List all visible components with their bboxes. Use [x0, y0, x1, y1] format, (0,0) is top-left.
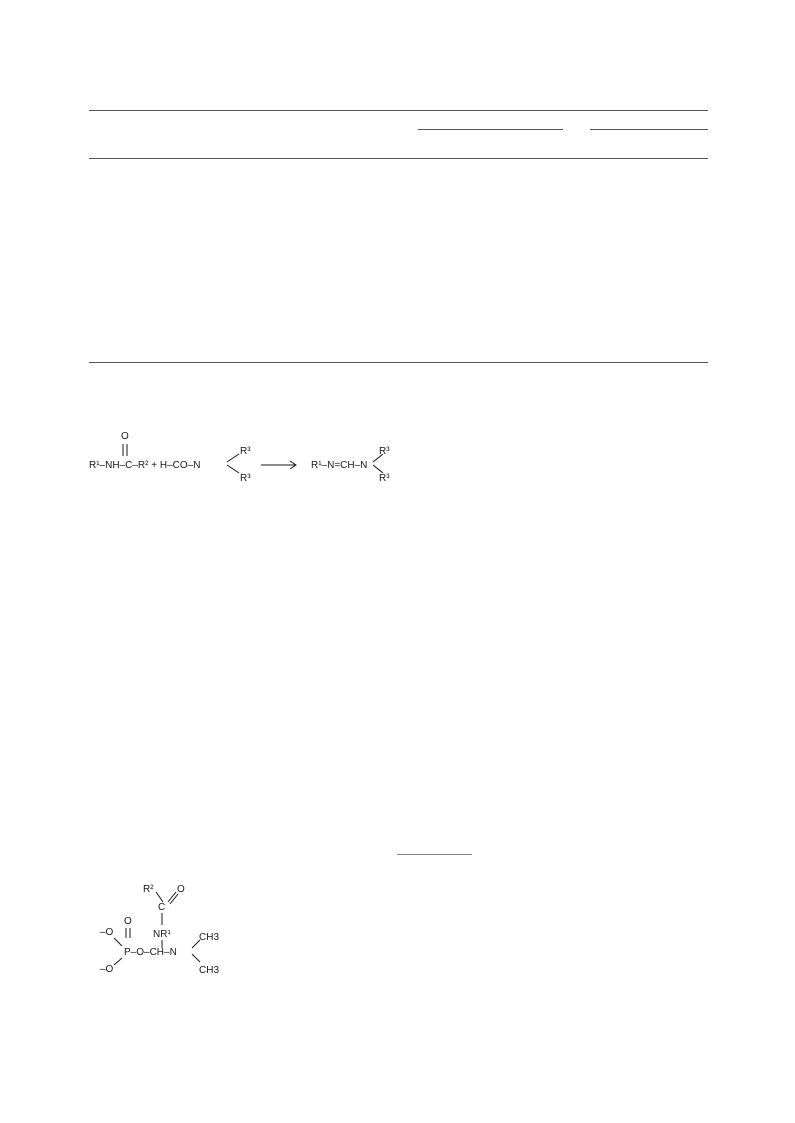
- svg-text:R³: R³: [379, 446, 390, 457]
- references-rule: [397, 854, 472, 855]
- reaction-scheme: [85, 425, 395, 535]
- svg-text:O: O: [121, 431, 129, 442]
- bp-subrule: [418, 129, 563, 130]
- table-header-rule: [89, 158, 708, 159]
- svg-text:CH3: CH3: [199, 965, 220, 976]
- structure-4: [100, 880, 260, 1010]
- svg-text:NR¹: NR¹: [153, 929, 171, 940]
- svg-text:–O: –O: [100, 927, 114, 938]
- svg-text:CH3: CH3: [199, 932, 220, 943]
- svg-text:O: O: [124, 916, 132, 927]
- svg-text:R¹–NH–C–R² + H–CO–N: R¹–NH–C–R² + H–CO–N: [89, 460, 201, 471]
- svg-text:C: C: [158, 902, 166, 913]
- mp-subrule: [590, 129, 708, 130]
- svg-text:R³: R³: [240, 446, 251, 457]
- svg-text:–O: –O: [100, 964, 114, 975]
- download-watermark: [768, 300, 788, 780]
- svg-text:R³: R³: [379, 473, 390, 484]
- table-top-rule: [89, 110, 708, 111]
- table-bottom-rule: [89, 362, 708, 363]
- svg-text:P–O–CH–N: P–O–CH–N: [124, 947, 177, 958]
- svg-text:O: O: [177, 884, 185, 895]
- svg-text:R¹–N=CH–N: R¹–N=CH–N: [311, 460, 368, 471]
- svg-text:R²: R²: [143, 884, 154, 895]
- svg-text:R³: R³: [240, 473, 251, 484]
